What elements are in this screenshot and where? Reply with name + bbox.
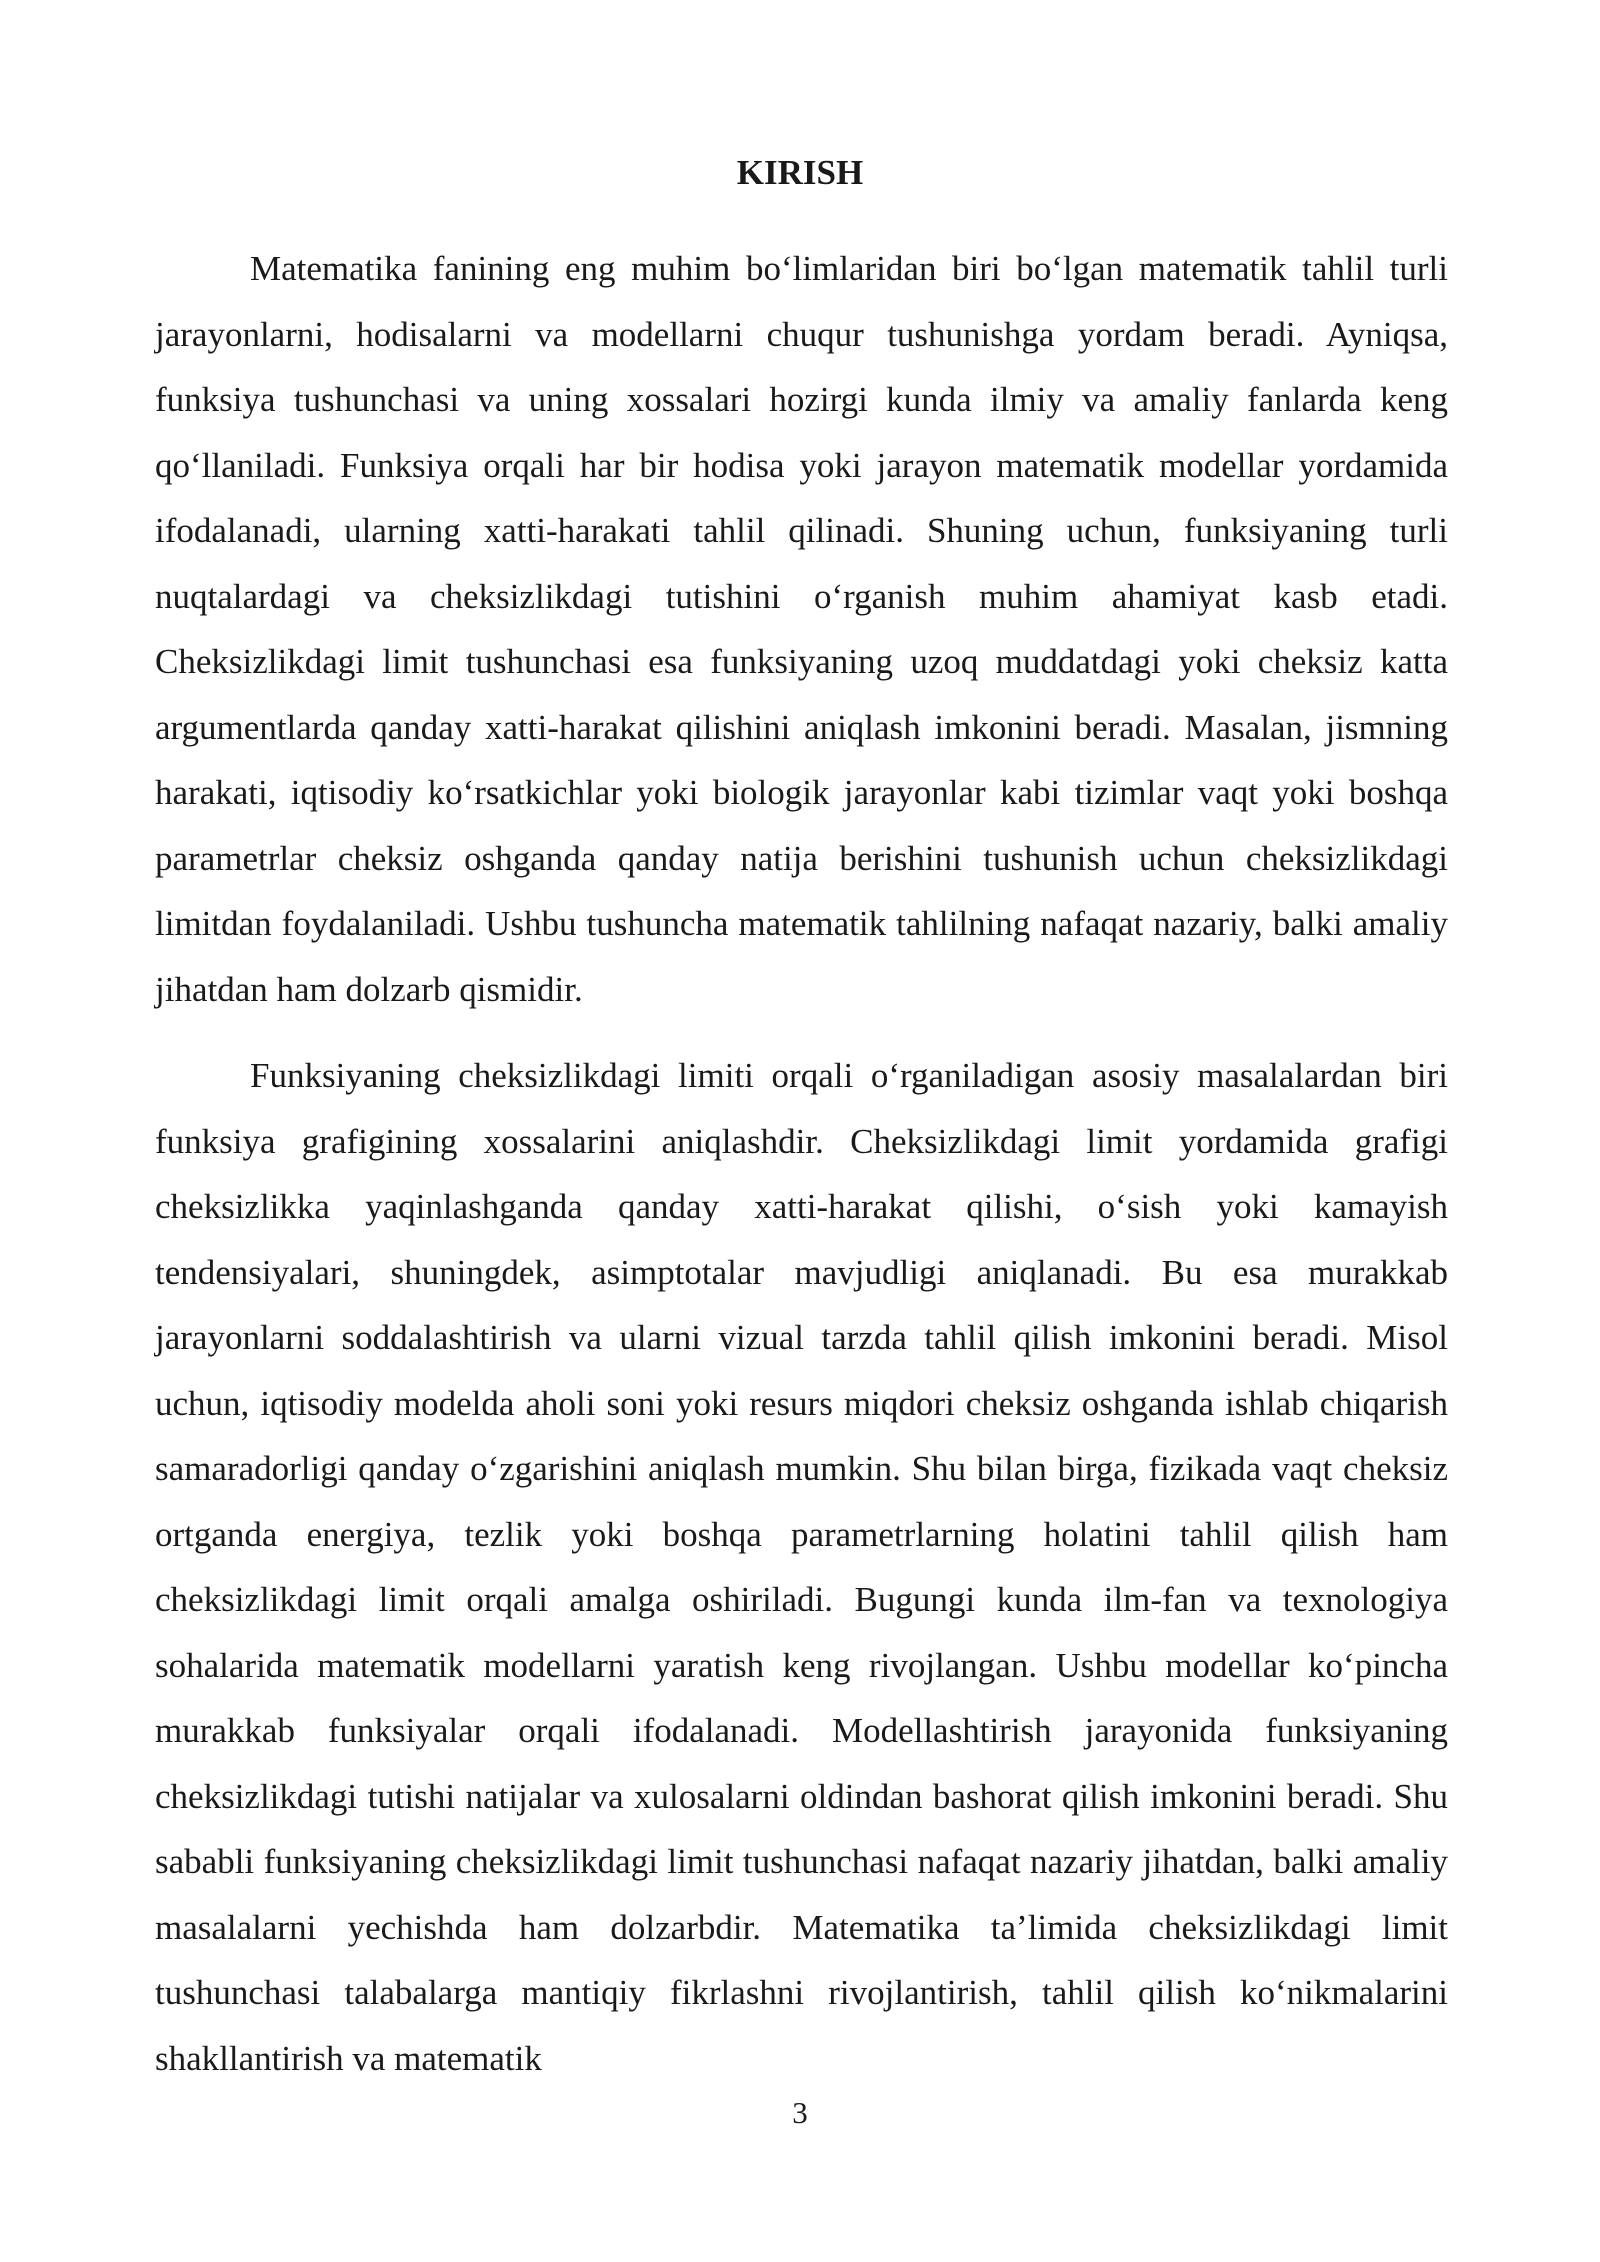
body-text: [155, 236, 1448, 2091]
page-number: 3: [792, 2095, 808, 2130]
section-heading: KIRISH: [736, 153, 864, 192]
paragraph-1: Matematika fanining eng muhim bo‘limlaridan biri bo‘lgan matematik tahlil turli jarayonlarni, hodisalarni va modellarni chuqur tushunishga yordam beradi. Ayniqsa, funksiya tushunchasi va uning xossalari hozirgi kunda ilmiy va amaliy fanlarda keng qo‘llaniladi. Funksiya orqali har bir hodisa yoki jarayon matematik modellar yordamida ifodalanadi, ularning xatti-harakati tahlil qilinadi. Shuning uchun, funksiyaning turli nuqtalardagi va cheksizlikdagi tutishini o‘rganish muhim ahamiyat kasb etadi. Cheksizlikdagi limit tushunchasi esa funksiyaning uzoq muddatdagi yoki cheksiz katta argumentlarda qanday xatti-harakat qilishini aniqlash imkonini beradi. Masalan, jismning harakati, iqtisodiy ko‘rsatkichlar yoki biologik jarayonlar kabi tizimlar vaqt yoki boshqa parametrlar cheksiz oshganda qanday natija berishini tushunish uchun cheksizlikdagi limitdan foydalaniladi. Ushbu tushuncha matematik tahlilning nafaqat nazariy, balki amaliy jihatdan ham dolzarb qismidir.: [155, 249, 1448, 1009]
paragraph-2: Funksiyaning cheksizlikdagi limiti orqali o‘rganiladigan asosiy masalalardan biri funksiya grafigining xossalarini aniqlashdir. Cheksizlikdagi limit yordamida grafigi cheksizlikka yaqinlashganda qanday xatti-harakat qilishi, o‘sish yoki kamayish tendensiyalari, shuningdek, asimptotalar mavjudligi aniqlanadi. Bu esa murakkab jarayonlarni soddalashtirish va ularni vizual tarzda tahlil qilish imkonini beradi. Misol uchun, iqtisodiy modelda aholi soni yoki resurs miqdori cheksiz oshganda ishlab chiqarish samaradorligi qanday o‘zgarishini aniqlash mumkin. Shu bilan birga, fizikada vaqt cheksiz ortganda energiya, tezlik yoki boshqa parametrlarning holatini tahlil qilish ham cheksizlikdagi limit orqali amalga oshiriladi. Bugungi kunda ilm-fan va texnologiya sohalarida matematik modellarni yaratish keng rivojlangan. Ushbu modellar ko‘pincha murakkab funksiyalar orqali ifodalanadi. Modellashtirish jarayonida funksiyaning cheksizlikdagi tutishi natijalar va xulosalarni oldindan bashorat qilish imkonini beradi. Shu sababli funksiyaning cheksizlikdagi limit tushunchasi nafaqat nazariy jihatdan, balki amaliy masalalarni yechishda ham dolzarbdir. Matematika ta’limida cheksizlikdagi limit tushunchasi talabalarga mantiqiy fikrlashni rivojlantirish, tahlil qilish ko‘nikmalarini shakllantirish va matematik: [155, 1056, 1448, 2078]
